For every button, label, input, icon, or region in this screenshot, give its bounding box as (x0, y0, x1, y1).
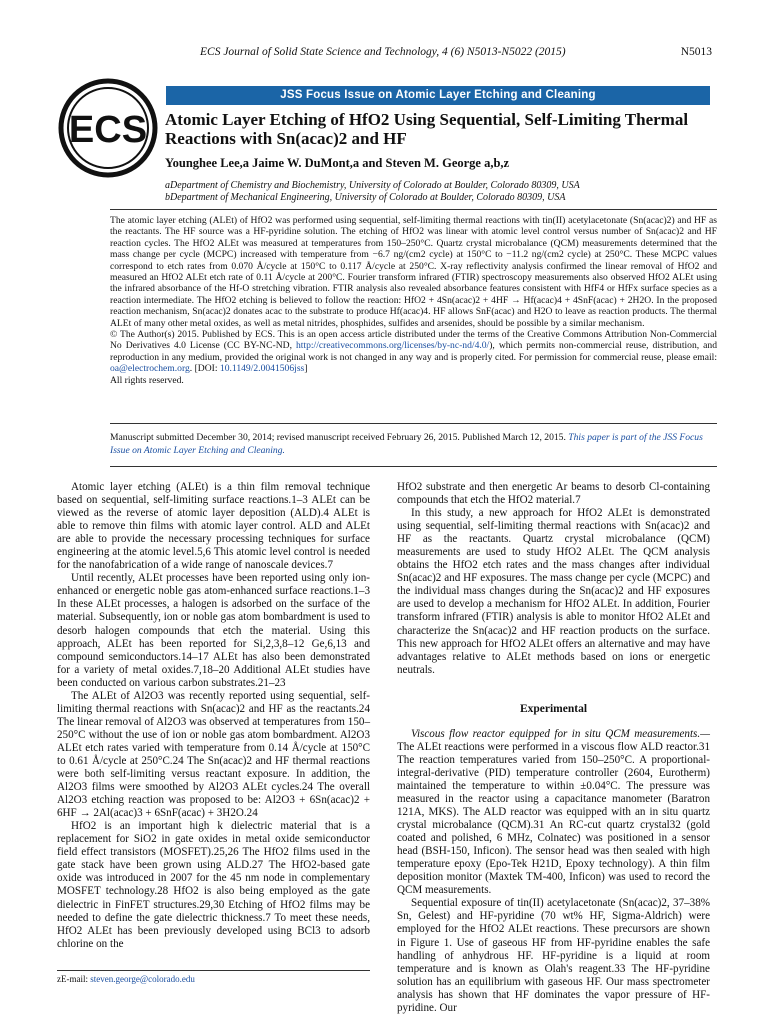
focus-issue-link[interactable]: This paper is part of the JSS Focus Issue on Atomic Layer Etching and Cleaning. (110, 432, 703, 456)
focus-issue-banner: JSS Focus Issue on Atomic Layer Etching and Cleaning (166, 86, 710, 105)
left-column (57, 481, 370, 951)
right-column (397, 481, 710, 1015)
license-link[interactable]: http://creativecommons.org/licenses/by-nc-nd/4.0/ (295, 340, 490, 352)
paragraph: Sequential exposure of tin(II) acetylacetonate (Sn(acac)2, 37–38% Sn, Gelest) and HF-pyridine (70 wt% HF, Sigma-Aldrich) were employed for the HfO2 ALEt reactions. These precursors are shown in Figure 1. Use of gaseous HF from HF-pyridine enables the safe handling of anhydrous HF. HF-pyridine is a liquid at room temperature and is known as Olah's reagent.33 The HF-pyridine solution has an equilibrium with gaseous HF. Our mass spectrometer analysis has shown that HF dominates the vapor pressure of HF-pyridine. Our (397, 897, 710, 1014)
email-link[interactable]: oa@electrochem.org (110, 363, 190, 375)
paragraph: Atomic layer etching (ALEt) is a thin film removal technique based on sequential, self-limiting surface reactions.1–3 ALEt can be viewed as the reverse of atomic layer deposition (ALD).4 ALEt is able to remove thin films with atomic layer control. ALD and ALEt are able to provide the necessary processing techniques for surface engineering at the atomic level.5,6 This atomic level control is needed for the nanofabrication of a wide range of nanoscale devices.7 (57, 481, 370, 572)
rights-text: All rights reserved. (110, 374, 184, 386)
subsection-title: Viscous flow reactor equipped for in situ QCM measurements.— (411, 727, 710, 740)
paragraph: Viscous flow reactor equipped for in situ QCM measurements.—The ALEt reactions were performed in a viscous flow ALD reactor.31 The reaction temperatures varied from 150–250°C. A proportional-integral-derivative (PID) temperature controller (2604, Eurotherm) maintained the temperature to within ±0.04°C. The pressure was measured in the reactor using a capacitance manometer (Baratron 121A, MKS). The ALD reactor was equipped with an in situ quartz crystal microbalance (QCM).31 An RC-cut quartz crystal32 (gold coated and polished, 6 MHz, Colnatec) was positioned in a sensor head (BSH-150, Inficon). The sensor head was then sealed with high temperature epoxy (Epo-Tek H21D, Epoxy technology). A thin film deposition monitor (Maxtek TM-400, Inficon) was used to record the QCM measurements. (397, 727, 710, 897)
section-heading: Experimental (519, 702, 588, 715)
paper-title: Atomic Layer Etching of HfO2 Using Sequential, Self-Limiting Thermal Reactions with Sn(acac)2 and HF (165, 110, 689, 148)
abstract-box (110, 209, 717, 424)
footnote: zE-mail: steven.george@colorado.edu (57, 970, 370, 984)
running-header (0, 46, 768, 62)
author-list: Younghee Lee,a Jaime W. DuMont,a and Steven M. George a,b,z (165, 156, 510, 170)
logo-text: ECS (68, 109, 148, 151)
paragraph: HfO2 is an important high k dielectric material that is a replacement for SiO2 in gate oxides in metal oxide semiconductor field effect transistors (MOSFET).25,26 The HfO2 films used in the gate stack have been grown using ALD.27 The HfO2-based gate oxide was introduced in 2007 for the 45 nm node in complementary MOSFET technology.28 HfO2 is also being employed as the gate dielectric in FinFET structures.29,30 Etching of HfO2 films may be needed to define the gate dielectric thickness.7 To meet these needs, HfO2 ALEt has been previously developed using BCl3 to adsorb chlorine on the (57, 820, 370, 950)
paragraph: In this study, a new approach for HfO2 ALEt is demonstrated using sequential, self-limiting thermal reactions with Sn(acac)2 and HF as the reactants. Quartz crystal microbalance (QCM) measurements are used to study HfO2 ALEt. The QCM analysis obtains the HfO2 etch rates and the mass changes after individual Sn(acac)2 and HF exposures. The mass change per cycle (MCPC) and the individual mass changes during the Sn(acac)2 and HF exposures are used to develop a mechanism for HfO2 ALEt. In addition, Fourier transform infrared (FTIR) analysis is able to monitor HfO2 ALEt and characterize the Sn(acac)2 and HF reaction products on the surface. This new approach for HfO2 ALEt offers an alternative and may have advantages relative to ALEt methods based on ions or energetic neutrals. (397, 507, 710, 676)
paragraph: HfO2 substrate and then energetic Ar beams to desorb Cl-containing compounds that etch the HfO2 material.7 (397, 481, 710, 507)
paragraph: The ALEt of Al2O3 was recently reported using sequential, self-limiting thermal reactions with Sn(acac)2 and HF as the reactants.24 The linear removal of Al2O3 was observed at temperatures from 150–250°C without the use of ion or noble gas atom bombardment. Al2O3 ALEt etch rates varied with temperature from 0.14 Å/cycle at 150°C to 0.61 Å/cycle at 250°C.24 The Sn(acac)2 and HF thermal reactions were both self-limiting versus reactant exposure. In addition, the Al2O3 films were smoothed by Al2O3 ALEt cycles.24 The overall Al2O3 etching reaction was proposed to be: Al2O3 + 6Sn(acac)2 + 6HF → 2Al(acac)3 + 6SnF(acac) + 3H2O.24 (57, 689, 370, 820)
ecs-logo-icon (58, 78, 158, 178)
author-email-link[interactable]: steven.george@colorado.edu (90, 974, 195, 984)
affiliation-b: bDepartment of Mechanical Engineering, University of Colorado at Boulder, Colorado 80309, USA (165, 192, 566, 203)
manuscript-dates: Manuscript submitted December 30, 2014; revised manuscript received February 26, 2015. Published March 12, 2015. This paper is part of the JSS Focus Issue on Atomic Layer Etching and Cleaning. (110, 432, 717, 467)
journal-citation: ECS Journal of Solid State Science and Technology, 4 (6) N5013-N5022 (2015) (200, 46, 566, 58)
doi-link[interactable]: 10.1149/2.0041506jss (219, 363, 305, 375)
paragraph: Until recently, ALEt processes have been reported using only ion-enhanced or energetic noble gas atom-enhanced surface reactions.1–3 In these ALEt processes, a halogen is adsorbed on the surface of the material. Subsequently, ion or noble gas atom bombardment is used to desorb halogen compounds that etch the material. Using this approach, ALEt has been reported for Si,2,3,8–12 Ge,6,13 and compound semiconductors.14–17 ALEt has also been demonstrated for a variety of metal oxides.7,18–20 Additional ALEt studies have been conducted on various carbon substrates.21–23 (57, 572, 370, 689)
affiliation-a: aDepartment of Chemistry and Biochemistry, University of Colorado at Boulder, Colorado 80309, USA (165, 180, 580, 191)
abstract-text: The atomic layer etching (ALEt) of HfO2 was performed using sequential, self-limiting thermal reactions with tin(II) acetylacetonate (Sn(acac)2) and HF as the reactants. The HF source was a HF-pyridine solution. The etching of HfO2 was linear with atomic level control versus number of Sn(acac)2 and HF reaction cycles. The HfO2 ALEt was measured at temperatures from 150–250°C. Quartz crystal microbalance (QCM) measurements determined that the mass change per cycle (MCPC) increased with temperature from −6.7 ng/(cm2 cycle) at 150°C to −11.2 ng/(cm2 cycle) at 250°C. These MCPC values correspond to etch rates from 0.070 Å/cycle at 150°C to 0.117 Å/cycle at 250°C. X-ray reflectivity analysis confirmed the linear removal of HfO2 and measured an HfO2 ALEt etch rate of 0.11 Å/cycle at 200°C. Fourier transform infrared (FTIR) spectroscopy measurements also observed HfO2 ALEt using the infrared absorbance of the Hf-O stretching vibration. FTIR analysis also revealed absorbance features consistent with HfF4 or HfFx surface species as a reaction intermediate. The HfO2 etching is believed to follow the reaction: HfO2 + 4Sn(acac)2 + 4HF → Hf(acac)4 + 4SnF(acac) + 2H2O. In the proposed reaction mechanism, Sn(acac)2 donates acac to the substrate to produce Hf(acac)4. HF allows SnF(acac) and H2O to leave as reaction products. The thermal ALEt of many other metal oxides, as well as metal nitrides, phosphides, sulfides and arsenides, should be possible by a similar mechanism. (110, 215, 717, 329)
license-text: © The Author(s) 2015. Published by ECS. This is an open access article distributed under the terms of the Creative Commons Attribution Non-Commercial No Derivatives 4.0 License (CC BY-NC-ND, http://creativecommons.org/licenses/by-nc-nd/4.0/), which permits non-commercial reuse, distribution, and reproduction in any medium, provided the original work is not changed in any way and is properly cited. For permission for commercial reuse, please email: oa@electrochem.org. [DOI: 10.1149/2.0041506jss] (110, 329, 718, 375)
page-number: N5013 (680, 46, 712, 58)
